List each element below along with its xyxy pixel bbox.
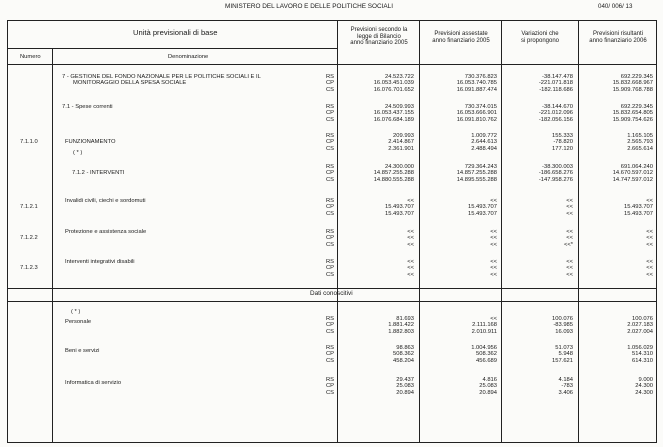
cell-value: 24.300.000 xyxy=(384,164,414,170)
row-type-rs: RS xyxy=(326,133,335,139)
dati-cell-value: 24.300 xyxy=(635,389,653,396)
cell-value: -186.658.276 xyxy=(538,170,573,177)
row-note: ( * ) xyxy=(73,149,83,156)
dati-cell-value: 456.689 xyxy=(476,357,497,364)
dati-cell-value: 1.056.029 xyxy=(627,345,653,351)
cell-value: 14.747.597.012 xyxy=(612,176,653,183)
dati-type-cp: CP xyxy=(326,322,335,329)
row-description: FUNZIONAMENTO xyxy=(65,139,116,146)
dati-type-cs: CS xyxy=(326,328,335,335)
cell-value: 15.909.754.626 xyxy=(612,116,653,123)
cell-value: 15.832.668.967 xyxy=(612,80,653,87)
cell-value: -221.012.096 xyxy=(538,110,573,117)
row-description: 7.1.2 - INTERVENTI xyxy=(72,170,125,177)
row-type-cp: CP xyxy=(326,204,335,211)
cell-value: << xyxy=(566,235,573,242)
unita-header: Unità previsionali di base xyxy=(133,28,218,37)
cell-value: 15.493.707 xyxy=(467,210,497,217)
cell-value: 15.493.707 xyxy=(384,204,414,211)
row-type-cp: CP xyxy=(326,235,335,242)
dati-cell-value: 508.362 xyxy=(393,351,414,358)
row-type-cs: CS xyxy=(326,116,335,123)
cell-value: << xyxy=(566,265,573,272)
cell-value: 177.120 xyxy=(552,145,573,152)
row-description: Invalidi civili, ciechi e sordomuti xyxy=(65,198,146,204)
dati-description: Beni e servizi xyxy=(65,348,100,355)
dati-cell-value: 614.310 xyxy=(632,357,653,364)
cell-value: 14.895.555.288 xyxy=(456,176,497,183)
row-description-cont: MONITORAGGIO DELLA SPESA SOCIALE xyxy=(73,80,187,87)
cell-value: << xyxy=(490,241,497,248)
row-description: 7 - GESTIONE DEL FONDO NAZIONALE PER LE POLITICHE SOCIALI E IL xyxy=(62,74,261,80)
cell-value: << xyxy=(566,259,573,265)
cell-value: 14.857.255.288 xyxy=(456,170,497,177)
dati-type-cs: CS xyxy=(326,389,335,396)
row-type-cp: CP xyxy=(326,265,335,272)
cell-value: 16.076.701.652 xyxy=(373,86,414,93)
dati-cell-value: 2.111.168 xyxy=(472,322,497,329)
cell-value: 2.565.793 xyxy=(627,139,653,146)
dati-type-cp: CP xyxy=(326,351,335,358)
cell-value: << xyxy=(646,271,653,278)
cell-value: << xyxy=(490,198,497,204)
cell-value: -147.958.276 xyxy=(538,176,573,183)
cell-value: -182.056.156 xyxy=(538,116,573,123)
dati-type-cs: CS xyxy=(326,357,335,364)
cell-value: 691.064.240 xyxy=(620,164,653,170)
cell-value: << xyxy=(490,265,497,272)
cell-value: -182.118.686 xyxy=(539,86,573,93)
row-type-cp: CP xyxy=(326,170,335,177)
row-type-cp: CP xyxy=(326,139,335,146)
dati-cell-value: 25.083 xyxy=(396,383,414,390)
dati-description: Informatica di servizio xyxy=(65,380,122,387)
row-type-cs: CS xyxy=(326,176,335,183)
cell-value: << xyxy=(407,229,414,235)
dati-cell-value: 51.073 xyxy=(555,345,573,351)
dati-cell-value: 29.437 xyxy=(396,377,414,383)
cell-value: << xyxy=(566,198,573,204)
dati-cell-value: 514.310 xyxy=(632,351,653,358)
dati-cell-value: 9.000 xyxy=(638,377,653,383)
cell-value: 15.493.707 xyxy=(467,204,497,211)
cell-value: 729.364.243 xyxy=(464,164,497,170)
cell-value: 1.009.772 xyxy=(471,133,497,139)
denominazione-header: Denominazione xyxy=(168,54,209,60)
cell-value: 209.993 xyxy=(393,133,414,139)
variazioni-header: Variazioni che si propongono xyxy=(520,31,560,44)
cell-value: << xyxy=(490,271,497,278)
page-code: 040/ 006/ 13 xyxy=(598,3,633,10)
row-type-rs: RS xyxy=(326,74,335,80)
prev-bilancio-header: Previsioni secondo la legge di Bilancio anno finanziario 2005 xyxy=(350,27,408,47)
ministry-title: MINISTERO DEL LAVORO E DELLE POLITICHE SOCIALI xyxy=(225,3,393,10)
dati-cell-value: 157.621 xyxy=(552,357,573,364)
cell-value: << xyxy=(407,271,414,278)
dati-type-rs: RS xyxy=(326,316,335,322)
dati-cell-value: 1.004.956 xyxy=(471,345,497,351)
dati-type-cp: CP xyxy=(326,383,335,390)
cell-value: -38.147.478 xyxy=(542,74,573,80)
dati-cell-value: 3.406 xyxy=(558,389,573,396)
dati-cell-value: 1.881.422 xyxy=(388,322,414,329)
row-type-cs: CS xyxy=(326,145,335,152)
dati-cell-value: 100.076 xyxy=(552,316,573,322)
cell-value: << xyxy=(407,235,414,242)
dati-cell-value: 20.894 xyxy=(396,389,414,396)
cell-value: 730.376.823 xyxy=(464,74,497,80)
cell-value: 2.665.614 xyxy=(627,145,653,152)
cell-value: 16.091.810.762 xyxy=(456,116,497,123)
dati-cell-value: 2.010.911 xyxy=(471,328,497,335)
row-type-cp: CP xyxy=(326,110,335,117)
dati-description: Personale xyxy=(65,319,92,326)
dati-cell-value: 24.300 xyxy=(635,383,653,390)
dati-star-note: ( * ) xyxy=(71,309,81,315)
row-description: Protezione e assistenza sociale xyxy=(65,229,147,235)
cell-value: << xyxy=(646,198,653,204)
cell-value: << xyxy=(646,229,653,235)
row-type-rs: RS xyxy=(326,198,335,204)
cell-value: -38.144.670 xyxy=(542,104,573,110)
cell-value: 24.523.722 xyxy=(384,74,414,80)
cell-value: << xyxy=(566,210,573,217)
cell-value: 2.488.494 xyxy=(471,145,497,152)
cell-value: << xyxy=(646,235,653,242)
cell-value: << xyxy=(407,265,414,272)
dati-cell-value: 20.894 xyxy=(479,389,497,396)
dati-cell-value: 508.362 xyxy=(476,351,497,358)
row-type-cs: CS xyxy=(326,241,335,248)
cell-value: 16.091.887.474 xyxy=(456,86,497,93)
cell-value: << xyxy=(490,259,497,265)
cell-value: << xyxy=(407,241,414,248)
cell-value: 155.333 xyxy=(552,133,573,139)
dati-cell-value: 100.076 xyxy=(632,316,653,322)
cell-value: 16.076.684.189 xyxy=(373,116,414,123)
cell-value: 14.880.555.288 xyxy=(373,176,414,183)
dati-cell-value: 5.948 xyxy=(558,351,573,358)
dati-cell-value: 16.093 xyxy=(555,328,573,335)
cell-value: -38.300.003 xyxy=(542,164,573,170)
dati-cell-value: 2.027.183 xyxy=(627,322,653,329)
cell-value: 1.165.105 xyxy=(627,133,653,139)
row-description: 7.1 - Spese correnti xyxy=(62,104,113,110)
row-type-cs: CS xyxy=(326,210,335,217)
dati-cell-value: 98.863 xyxy=(396,345,414,351)
cell-value: 2.361.901 xyxy=(388,145,414,152)
cell-value: 15.832.654.805 xyxy=(612,110,653,117)
cell-value: 15.493.707 xyxy=(623,210,653,217)
dati-type-rs: RS xyxy=(326,377,335,383)
prev-assestate-header: Previsioni assestate anno finanziario 2005 xyxy=(432,31,490,44)
row-description: Interventi integrativi disabili xyxy=(65,259,135,265)
row-type-cs: CS xyxy=(326,86,335,93)
cell-value: << xyxy=(490,235,497,242)
cell-value: 15.493.707 xyxy=(623,204,653,211)
row-type-rs: RS xyxy=(326,104,335,110)
dati-cell-value: -83.985 xyxy=(553,322,573,329)
cell-value: << xyxy=(566,204,573,211)
dati-cell-value: 2.027.004 xyxy=(627,328,653,335)
cell-value: 15.909.768.788 xyxy=(612,86,653,93)
cell-value: 16.053.451.039 xyxy=(373,80,414,87)
numero-header: Numero xyxy=(20,54,41,60)
row-numero: 7.1.2.1 xyxy=(20,204,38,211)
cell-value: 14.670.597.012 xyxy=(612,170,653,177)
cell-value: 692.229.345 xyxy=(620,104,653,110)
dati-type-rs: RS xyxy=(326,345,335,351)
cell-value: 15.493.707 xyxy=(384,210,414,217)
row-numero: 7.1.1.0 xyxy=(20,139,38,146)
dati-cell-value: -783 xyxy=(561,383,573,390)
row-numero: 7.1.2.2 xyxy=(20,235,38,242)
cell-value: -78.820 xyxy=(553,139,573,146)
cell-value: << xyxy=(407,259,414,265)
row-type-rs: RS xyxy=(326,259,335,265)
cell-value: << xyxy=(407,198,414,204)
cell-value: 692.229.345 xyxy=(620,74,653,80)
cell-value: << xyxy=(646,241,653,248)
cell-value: << xyxy=(566,271,573,278)
cell-value: 14.857.255.288 xyxy=(373,170,414,177)
cell-value: <<* xyxy=(563,241,573,248)
cell-value: << xyxy=(646,259,653,265)
row-type-rs: RS xyxy=(326,164,335,170)
cell-value: 2.644.613 xyxy=(471,139,497,146)
cell-value: 16.053.666.901 xyxy=(456,110,497,117)
prev-risultanti-header: Previsioni risultanti anno finanziario 2006 xyxy=(589,31,647,44)
row-type-cp: CP xyxy=(326,80,335,87)
dati-cell-value: 4.816 xyxy=(482,377,497,383)
row-type-cs: CS xyxy=(326,271,335,278)
cell-value: 16.053.437.155 xyxy=(373,110,414,117)
cell-value: 24.509.993 xyxy=(384,104,414,110)
dati-cell-value: 4.184 xyxy=(558,377,573,383)
cell-value: << xyxy=(646,265,653,272)
row-type-rs: RS xyxy=(326,229,335,235)
dati-cell-value: 1.882.803 xyxy=(388,328,414,335)
dati-cell-value: << xyxy=(490,316,497,322)
cell-value: 730.374.015 xyxy=(464,104,497,110)
cell-value: << xyxy=(490,229,497,235)
cell-value: 2.414.867 xyxy=(388,139,414,146)
row-numero: 7.1.2.3 xyxy=(20,265,38,272)
dati-cell-value: 81.693 xyxy=(396,316,414,322)
cell-value: 16.053.740.785 xyxy=(456,80,497,87)
cell-value: -221.071.818 xyxy=(538,80,573,87)
cell-value: << xyxy=(566,229,573,235)
dati-cell-value: 25.083 xyxy=(479,383,497,390)
dati-conoscitivi-label: Dati conoscitivi xyxy=(310,290,353,297)
dati-cell-value: 458.204 xyxy=(393,357,414,364)
